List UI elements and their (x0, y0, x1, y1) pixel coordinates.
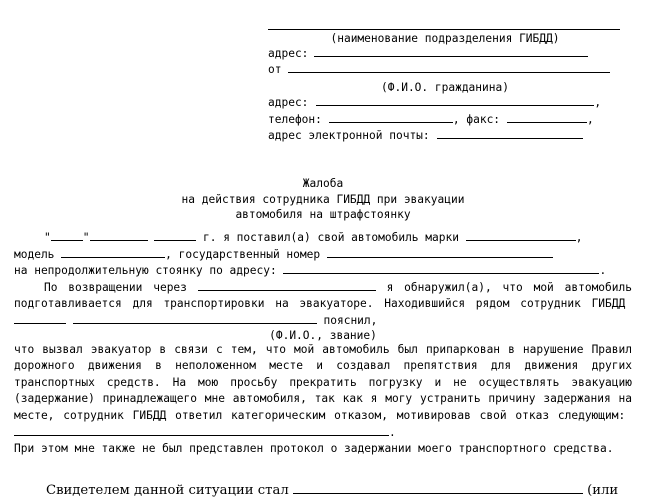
document-body (14, 230, 632, 458)
fax-comma: , (587, 112, 594, 126)
department-address-blank[interactable] (314, 47, 588, 57)
paragraph-return-discovery (14, 280, 632, 330)
caption-department: (наименование подразделения ГИБДД) (330, 32, 560, 45)
citizen-name-blank[interactable] (288, 63, 610, 73)
text-discovered: я обнаружил(а), что мой автомобиль подготавливается для транспортировки на эвакуаторе. Находившийся рядом сотрудник ГИБДД (14, 280, 632, 311)
phone-fax-row (268, 112, 622, 128)
label-department-address: адрес: (268, 47, 309, 60)
quote-close: " (82, 231, 90, 244)
paragraph-vehicle-model (14, 247, 632, 264)
title-line-3: автомобиля на штрафстоянку (235, 208, 411, 221)
caption-citizen: (Ф.И.О. гражданина) (381, 81, 509, 95)
fax-blank[interactable] (507, 112, 587, 122)
refusal-period: . (389, 425, 396, 439)
paragraph-parking-address (14, 263, 632, 280)
car-make-comma: , (575, 231, 583, 244)
title-line-2: на действия сотрудника ГИБДД при эвакуации (181, 192, 465, 206)
department-name-blank[interactable] (268, 28, 620, 30)
label-plate: , государственный номер (165, 247, 321, 261)
car-make-blank[interactable] (466, 231, 576, 241)
parking-address-blank[interactable] (283, 264, 599, 274)
date-year-blank[interactable] (154, 231, 196, 241)
text-parked-car: г. я поставил(а) свой автомобиль марки (203, 231, 459, 244)
text-explained: пояснил, (323, 313, 378, 327)
label-phone: телефон: (268, 112, 322, 126)
officer-name-blank[interactable] (73, 314, 317, 324)
officer-rank-blank[interactable] (14, 314, 66, 324)
document-title (0, 176, 646, 223)
witness-name-blank[interactable] (293, 483, 583, 494)
caption-officer: (Ф.И.О., звание) (269, 328, 377, 342)
citizen-address-row (268, 95, 622, 111)
paragraph-officer-refusal (14, 342, 632, 442)
car-plate-blank[interactable] (327, 247, 553, 257)
paragraph-no-protocol (14, 441, 632, 458)
label-model: модель (14, 247, 55, 261)
citizen-address-comma: , (594, 96, 602, 110)
text-on-return: По возвращении через (44, 280, 187, 294)
paragraph-vehicle-parking (14, 230, 632, 247)
addressee-header (268, 28, 622, 144)
phone-blank[interactable] (329, 112, 453, 122)
date-day-blank[interactable] (51, 231, 83, 241)
text-refusal-body: что вызвал эвакуатор в связи с тем, что мой автомобиль был припаркован в нарушение Правил дорожного движения в неположенном месте и создавал препятствия для движения других транспортных средств. На мою просьбу прекратить погрузку и не осуществлять эвакуацию (задержание) принадлежащего мне автомобиля, так как я могу устранить причину задержания на месте, сотрудник ГИБДД ответил категорическим отказом, мотивировав свой отказ следующим: (14, 342, 632, 422)
email-blank[interactable] (437, 129, 583, 139)
from-row (268, 62, 622, 81)
label-citizen-address: адрес: (268, 96, 309, 110)
label-parking-address: на непродолжительную стоянку по адресу: (14, 264, 277, 278)
quote-open: " (44, 231, 51, 244)
title-line-1: Жалоба (302, 177, 344, 190)
label-email: адрес электронной почты: (268, 128, 430, 142)
department-address-row (268, 46, 622, 62)
label-from: от (268, 63, 282, 77)
refusal-reason-blank[interactable] (14, 425, 389, 435)
text-witness-or: (или (587, 483, 619, 498)
parking-address-period: . (599, 264, 607, 278)
label-fax: , факс: (452, 112, 501, 126)
car-model-blank[interactable] (61, 247, 165, 257)
paragraph-witness (14, 482, 632, 499)
text-no-protocol: При этом мне также не был представлен протокол о задержании моего транспортного средства. (14, 442, 614, 456)
email-row (268, 128, 622, 144)
text-witness: Свидетелем данной ситуации стал (46, 483, 289, 498)
citizen-address-blank[interactable] (316, 96, 594, 106)
date-month-blank[interactable] (90, 231, 148, 241)
return-interval-blank[interactable] (198, 281, 376, 291)
